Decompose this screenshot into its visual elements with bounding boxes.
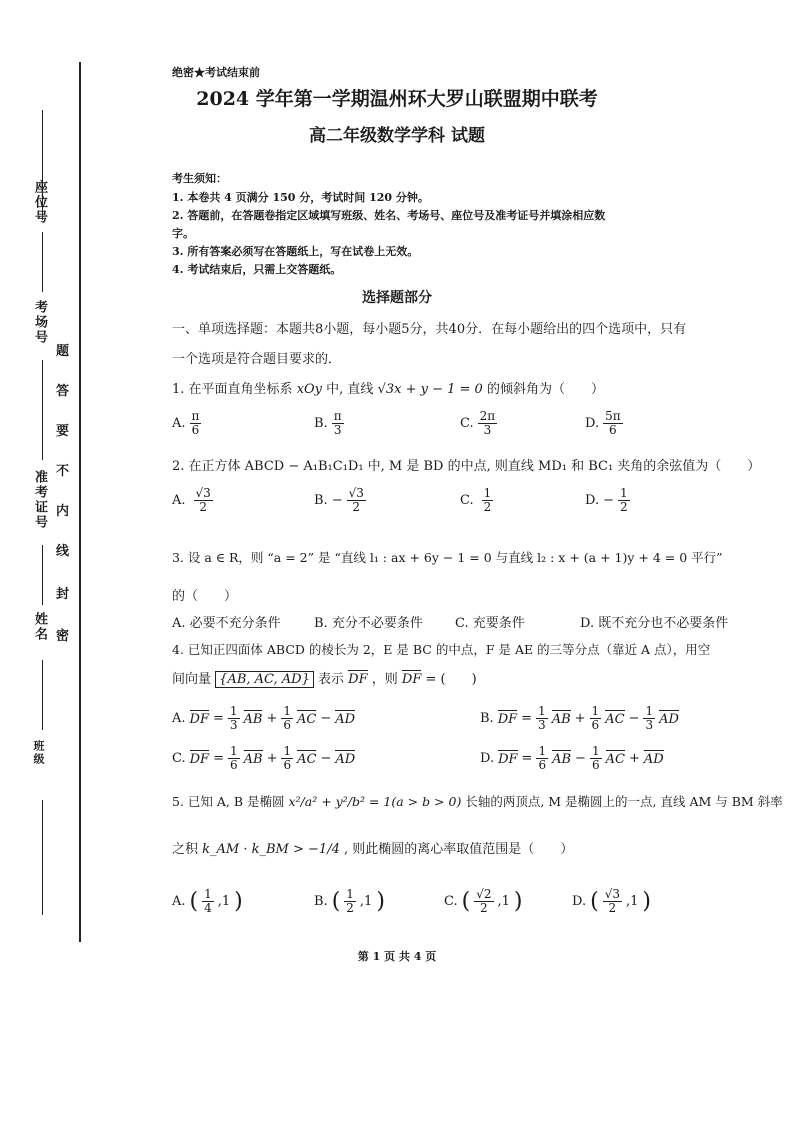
- close-paren: ): [513, 889, 523, 915]
- numerator: 1: [620, 486, 628, 500]
- fraction: [194, 487, 213, 514]
- vector: AC: [297, 712, 317, 728]
- operator: −: [628, 711, 640, 727]
- q4-text: = ( ): [425, 672, 477, 687]
- q4-text: ，则: [371, 672, 398, 687]
- option-label: C.: [460, 416, 474, 432]
- operator: =: [213, 751, 224, 767]
- numerator: 1: [229, 744, 238, 758]
- secret-label: 绝密★考试结束前: [172, 66, 260, 79]
- operator: +: [266, 711, 278, 727]
- option-label: A.: [172, 416, 186, 432]
- notice-item: 4. 考试结束后，只需上交答题纸。: [172, 263, 342, 276]
- q1-stem-a: 1. 在平面直角坐标系: [172, 382, 293, 397]
- q5-text: 5. 已知 A, B 是椭圆: [172, 794, 285, 809]
- vector: AB: [243, 752, 263, 768]
- upper-bound: ,1: [217, 894, 231, 910]
- name-label: 姓名: [32, 612, 47, 642]
- numerator: π: [333, 409, 342, 423]
- q3-option-c[interactable]: C. 充要条件: [455, 616, 525, 631]
- section-title: 选择题部分: [362, 290, 432, 306]
- option-label: A.: [172, 493, 186, 509]
- denominator: 3: [538, 718, 546, 733]
- fraction: [228, 705, 240, 732]
- operator: =: [212, 711, 224, 727]
- q1-option-d[interactable]: [585, 410, 623, 437]
- numerator: 1: [229, 704, 238, 718]
- fraction: [536, 705, 548, 732]
- name-field-line: [42, 545, 45, 605]
- vector: DF: [401, 672, 422, 687]
- q2-option-a[interactable]: [172, 487, 213, 514]
- q3-option-a[interactable]: A. 必要不充分条件: [172, 616, 281, 631]
- option-label: B.: [480, 711, 494, 727]
- page-footer: 第 1 页 共 4 页: [357, 950, 437, 963]
- q3-option-b[interactable]: B. 充分不必要条件: [314, 616, 423, 631]
- vector-set: {AB, AC, AD}: [215, 671, 314, 688]
- numerator: √2: [476, 887, 492, 901]
- denominator: 2: [620, 500, 628, 515]
- q1-option-b[interactable]: [314, 410, 344, 437]
- option-label: A.: [172, 894, 186, 910]
- q2-option-b[interactable]: [314, 487, 366, 514]
- vector: AB: [551, 712, 571, 728]
- option-label: A.: [172, 711, 186, 727]
- operator: −: [320, 711, 332, 727]
- q1-stem-b: 中, 直线: [326, 382, 374, 397]
- numerator: 1: [346, 887, 354, 901]
- q5-option-b[interactable]: [314, 888, 385, 915]
- numerator: 1: [283, 744, 292, 758]
- numerator: 1: [591, 744, 600, 758]
- open-paren: (: [189, 889, 199, 915]
- q1-stem-eq: √3x + y − 1 = 0: [377, 382, 483, 397]
- q3-option-d[interactable]: D. 既不充分也不必要条件: [580, 616, 729, 631]
- seal-char: 封: [56, 587, 70, 602]
- fraction: [478, 410, 498, 437]
- section-intro: 一个选项是符合题目要求的．: [172, 352, 342, 367]
- close-paren: ): [642, 889, 651, 915]
- seal-char: 题: [56, 344, 70, 359]
- option-label: B.: [314, 894, 328, 910]
- numerator: 1: [204, 887, 212, 901]
- q5-option-a[interactable]: [172, 888, 243, 915]
- room-field-line: [42, 232, 45, 292]
- notice-item: 2. 答题前，在答题卷指定区域填写班级、姓名、考场号、座位号及准考证号并填涂相应数: [172, 209, 606, 222]
- exam-subtitle: 高二年级数学学科 试题: [309, 126, 485, 146]
- denominator: 4: [204, 901, 212, 916]
- close-paren: ): [234, 889, 243, 915]
- denominator: 6: [283, 718, 292, 733]
- denominator: 2: [199, 500, 207, 515]
- fraction: [202, 888, 214, 915]
- fraction: [332, 410, 344, 437]
- binding-line: [79, 62, 81, 942]
- sign: −: [603, 493, 614, 509]
- vector: AC: [605, 752, 625, 768]
- q1-option-a[interactable]: [172, 410, 201, 437]
- ticket-label: 准考证号: [32, 470, 47, 530]
- exam-title: 2024 学年第一学期温州环大罗山联盟期中联考: [196, 88, 598, 110]
- q2-option-c[interactable]: [460, 487, 493, 514]
- q5-text: , 则此椭圆的离心率取值范围是（ ）: [343, 842, 574, 857]
- q4-stem: [172, 668, 477, 687]
- q4-stem: 4. 已知正四面体 ABCD 的棱长为 2，E 是 BC 的中点，F 是 AE 的三等分点（靠近 A 点），用空: [172, 642, 711, 657]
- upper-bound: ,1: [359, 894, 373, 910]
- q5-option-d[interactable]: [572, 888, 651, 915]
- q5-text: 长轴的两顶点, M 是椭圆上的一点, 直线 AM 与 BM 斜率: [465, 794, 783, 809]
- fraction: [344, 888, 356, 915]
- numerator: 1: [538, 704, 546, 718]
- fraction: [228, 745, 240, 772]
- class-label: 班级: [32, 740, 45, 766]
- denominator: 3: [483, 423, 492, 438]
- denominator: 3: [333, 423, 342, 438]
- denominator: 2: [483, 500, 492, 515]
- operator: +: [266, 751, 278, 767]
- operator: −: [320, 751, 332, 767]
- numerator: 5π: [605, 409, 621, 423]
- operator: −: [575, 751, 586, 767]
- operator: +: [628, 751, 640, 767]
- option-label: D.: [572, 894, 587, 910]
- vector: DF: [189, 752, 210, 768]
- denominator: 6: [609, 423, 617, 438]
- vector: AD: [335, 712, 356, 728]
- vector: AC: [605, 712, 625, 728]
- q3-stem: 3. 设 a ∈ R，则 “a = 2” 是 “直线 l₁ : ax + 6y − 1 = 0 与直线 l₂ : x + (a + 1)y + 4 = 0 平行”: [172, 550, 723, 565]
- q4-text: 间向量: [172, 672, 212, 687]
- q1-option-c[interactable]: [460, 410, 497, 437]
- notice-item: 3. 所有答案必须写在答题纸上，写在试卷上无效。: [172, 245, 419, 258]
- vector: AD: [659, 712, 679, 728]
- seat-label: 座位号: [32, 180, 47, 225]
- numerator: 1: [591, 704, 600, 718]
- denominator: 6: [229, 758, 238, 773]
- fraction: [482, 487, 494, 514]
- operator: +: [574, 711, 586, 727]
- vector: AD: [643, 752, 664, 768]
- denominator: 6: [591, 758, 600, 773]
- fraction: [281, 745, 293, 772]
- option-label: C.: [444, 894, 458, 910]
- option-label: D.: [480, 751, 495, 767]
- open-paren: (: [461, 889, 471, 915]
- fraction: [281, 705, 293, 732]
- denominator: 6: [538, 758, 547, 773]
- denominator: 3: [229, 718, 238, 733]
- numerator: 1: [283, 704, 292, 718]
- slope-condition: k_AM · k_BM > −1/4: [202, 842, 340, 857]
- q3-stem: 的（ ）: [172, 589, 238, 604]
- fraction: [643, 705, 655, 732]
- vector: DF: [498, 752, 518, 768]
- fraction: [536, 745, 548, 772]
- notice-item: 字。: [172, 227, 194, 240]
- vector: DF: [189, 712, 209, 728]
- option-label: B.: [314, 493, 328, 509]
- q4-text: 表示: [318, 672, 345, 687]
- q2-option-d[interactable]: [585, 487, 630, 514]
- ticket-field-line: [42, 360, 45, 460]
- option-label: C.: [460, 493, 474, 509]
- q5-stem: [172, 838, 573, 857]
- numerator: 1: [483, 486, 492, 500]
- q4-option-b[interactable]: [480, 705, 679, 732]
- operator: =: [521, 751, 533, 767]
- seal-char: 不: [56, 464, 70, 479]
- q5-stem: [172, 792, 783, 810]
- vector: DF: [348, 672, 368, 687]
- operator: =: [521, 711, 533, 727]
- fraction: [590, 745, 602, 772]
- numerator: π: [191, 409, 200, 423]
- vector: AB: [243, 712, 263, 728]
- fraction: [474, 888, 493, 915]
- seal-char: 线: [56, 544, 70, 559]
- q1-stem-c: 的倾斜角为（ ）: [486, 382, 604, 397]
- option-label: D.: [585, 493, 600, 509]
- upper-bound: ,1: [497, 894, 510, 910]
- numerator: √3: [604, 887, 620, 901]
- open-paren: (: [331, 889, 341, 915]
- fraction: [603, 410, 623, 437]
- denominator: 6: [591, 718, 600, 733]
- q1-stem-var: xOy: [296, 382, 323, 397]
- section-intro: 一、单项选择题：本题共8小题，每小题5分，共40分．在每小题给出的四个选项中，只有: [172, 322, 687, 337]
- sign: −: [331, 493, 343, 509]
- fraction: [347, 487, 366, 514]
- denominator: 2: [480, 901, 488, 916]
- vector: AD: [335, 752, 356, 768]
- ellipse-equation: x²/a² + y²/b² = 1(a > b > 0): [288, 794, 462, 809]
- q4-option-d[interactable]: [480, 745, 664, 772]
- numerator: √3: [348, 486, 364, 500]
- numerator: 1: [645, 704, 654, 718]
- denominator: 2: [352, 500, 361, 515]
- seal-char: 答: [56, 384, 70, 399]
- vector: AC: [297, 752, 317, 768]
- denominator: 6: [191, 423, 200, 438]
- upper-bound: ,1: [625, 894, 639, 910]
- q5-option-c[interactable]: [444, 888, 523, 915]
- seal-char: 要: [56, 424, 70, 439]
- denominator: 2: [608, 901, 617, 916]
- denominator: 6: [283, 758, 292, 773]
- fraction: [618, 487, 630, 514]
- option-label: C.: [172, 751, 186, 767]
- open-paren: (: [590, 889, 599, 915]
- notice-heading: 考生须知：: [172, 172, 227, 185]
- q4-option-c[interactable]: [172, 745, 355, 772]
- option-label: B.: [314, 416, 328, 432]
- option-label: D.: [585, 416, 600, 432]
- numerator: 2π: [479, 409, 496, 423]
- q5-text: 之积: [172, 842, 199, 857]
- fraction: [190, 410, 202, 437]
- seal-char: 密: [56, 629, 70, 644]
- fraction: [603, 888, 622, 915]
- notice-item: 1. 本卷共 4 页满分 150 分，考试时间 120 分钟。: [172, 191, 429, 204]
- numerator: 1: [538, 744, 547, 758]
- q4-option-a[interactable]: [172, 705, 355, 732]
- close-paren: ): [376, 889, 385, 915]
- denominator: 2: [346, 901, 354, 916]
- fraction: [590, 705, 602, 732]
- class-field-line: [42, 660, 45, 730]
- denominator: 3: [645, 718, 654, 733]
- q2-stem: 2. 在正方体 ABCD − A₁B₁C₁D₁ 中, M 是 BD 的中点, 则直线 MD₁ 和 BC₁ 夹角的余弦值为（ ）: [172, 459, 761, 474]
- vector: AB: [552, 752, 572, 768]
- vector: DF: [497, 712, 518, 728]
- seal-char: 内: [56, 504, 70, 519]
- class-field-line-bottom: [42, 800, 45, 915]
- numerator: √3: [195, 486, 211, 500]
- q1-stem: [172, 378, 604, 397]
- room-label: 考场号: [32, 300, 47, 345]
